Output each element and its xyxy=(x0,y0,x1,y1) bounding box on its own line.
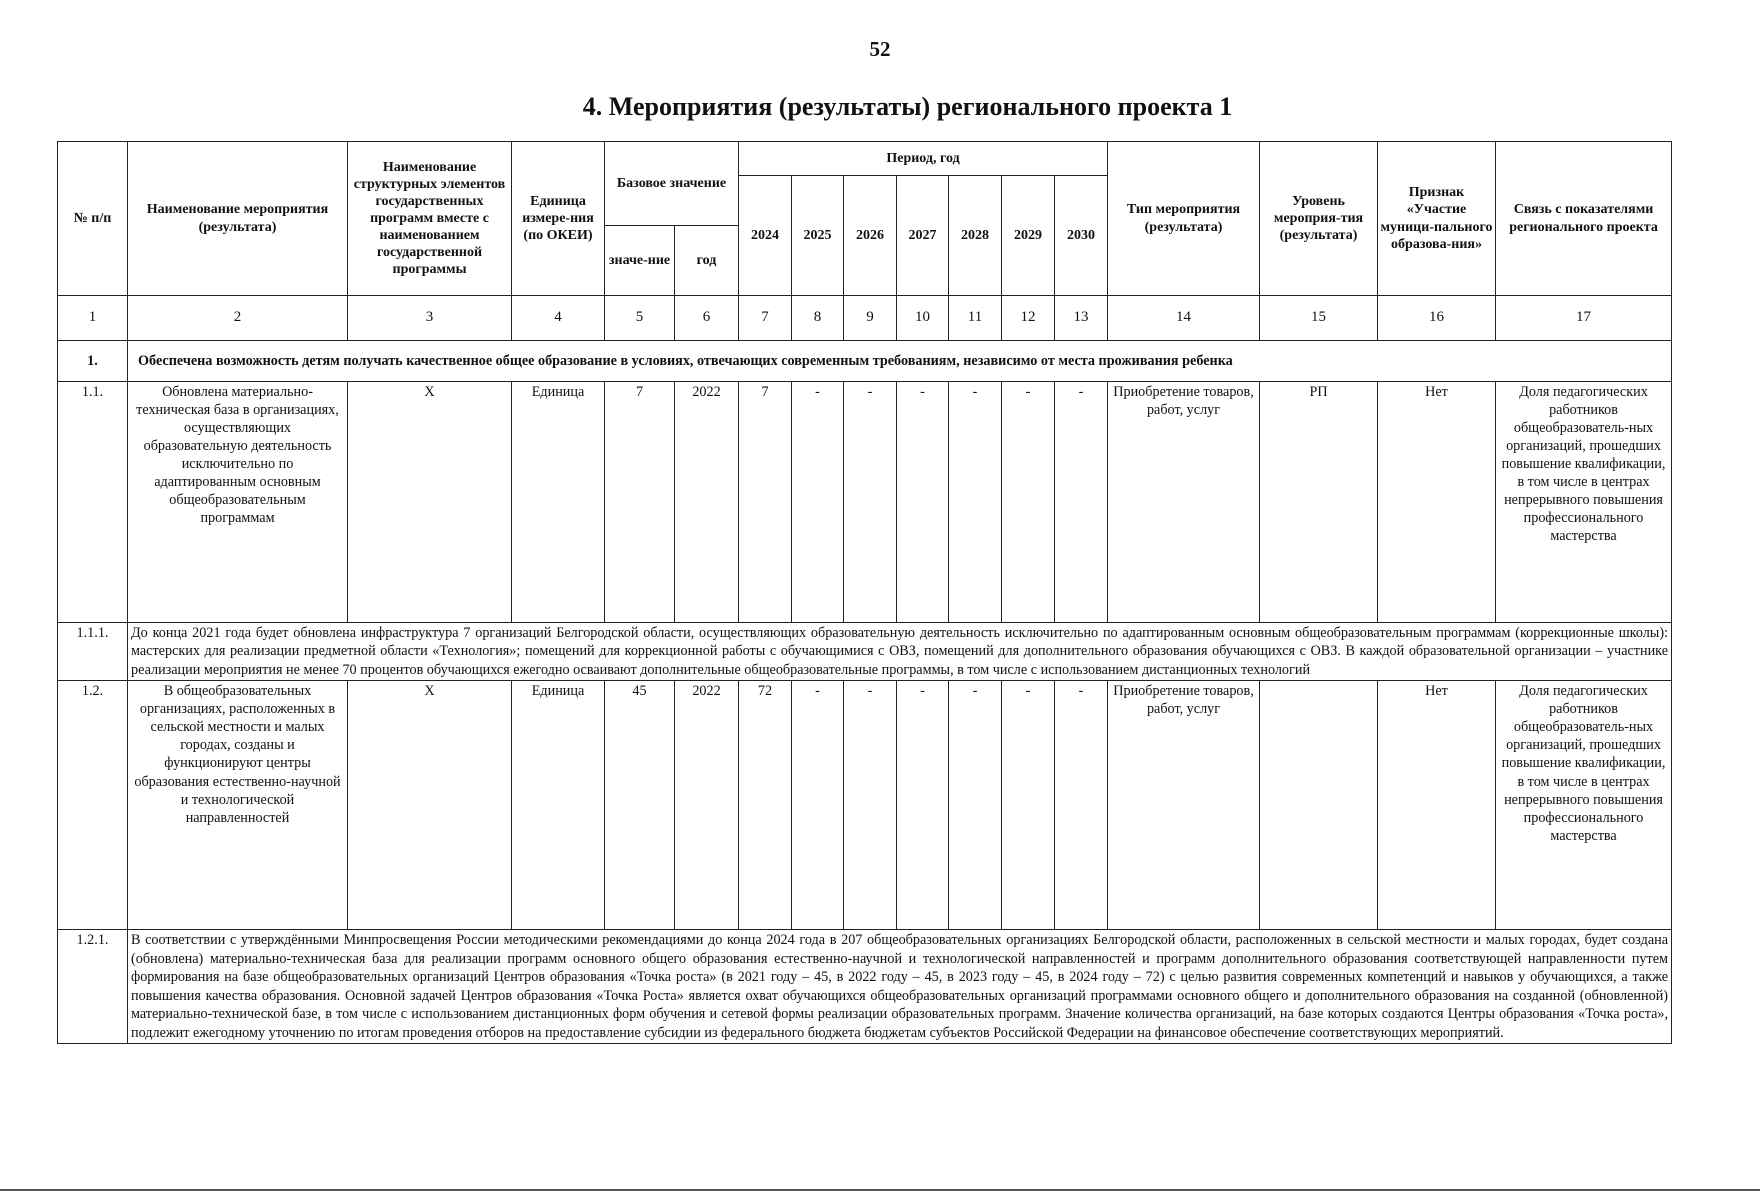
column-number: 6 xyxy=(675,296,739,341)
column-number: 3 xyxy=(348,296,512,341)
header-type: Тип мероприятия (результата) xyxy=(1108,142,1260,296)
header-base-year: год xyxy=(675,226,739,296)
column-number: 17 xyxy=(1496,296,1672,341)
row-base-value: 7 xyxy=(605,382,675,623)
row-year-value: - xyxy=(1002,681,1055,930)
row-year-value: - xyxy=(792,681,844,930)
header-year: 2024 xyxy=(739,176,792,296)
note-row xyxy=(58,623,1672,681)
row-municipal: Нет xyxy=(1378,681,1496,930)
row-year-value: - xyxy=(897,681,949,930)
header-unit: Единица измере-ния (по ОКЕИ) xyxy=(512,142,605,296)
column-number: 15 xyxy=(1260,296,1378,341)
header-year: 2027 xyxy=(897,176,949,296)
events-table xyxy=(57,141,1672,1044)
column-number: 13 xyxy=(1055,296,1108,341)
note-num: 1.2.1. xyxy=(58,930,128,1044)
column-numbers-row xyxy=(58,296,1672,341)
row-year-value: - xyxy=(949,382,1002,623)
row-year-value: - xyxy=(844,382,897,623)
row-level xyxy=(1260,681,1378,930)
row-year-value: - xyxy=(949,681,1002,930)
row-base-value: 45 xyxy=(605,681,675,930)
header-num: № п/п xyxy=(58,142,128,296)
header-period: Период, год xyxy=(739,142,1108,176)
header-base-value: значе-ние xyxy=(605,226,675,296)
document-title: 4. Мероприятия (результаты) регионального проекта 1 xyxy=(582,92,1233,121)
column-number: 9 xyxy=(844,296,897,341)
row-link: Доля педагогических работников общеобразователь-ных организаций, прошедших повышение квалификации, в том числе в центрах непрерывного повышения профессионального мастерства xyxy=(1496,681,1672,930)
row-year-value: - xyxy=(1055,681,1108,930)
column-number: 2 xyxy=(128,296,348,341)
header-link: Связь с показателями регионального проекта xyxy=(1496,142,1672,296)
row-year-value: - xyxy=(897,382,949,623)
row-unit: Единица xyxy=(512,681,605,930)
header-year: 2028 xyxy=(949,176,1002,296)
page-number: 52 xyxy=(869,37,891,61)
column-number: 10 xyxy=(897,296,949,341)
row-struct: Х xyxy=(348,382,512,623)
column-number: 4 xyxy=(512,296,605,341)
note-text: До конца 2021 года будет обновлена инфраструктура 7 организаций Белгородской области, осуществляющих образовательную деятельность исключительно по адаптированным основным общеобразовательным программам (коррекционные школы): мастерских для реализации предметной области «Технология»; помещений для коррекционной работы с обучающимися с ОВЗ, помещений для дополнительного образования обучающихся с ОВЗ. В каждой образовательной организации – участнике реализации мероприятия не менее 70 процентов обучающихся ежегодно осваивают дополнительные общеобразовательные программы, в том числе с использованием дистанционных технологий xyxy=(128,623,1672,681)
header-year: 2029 xyxy=(1002,176,1055,296)
row-num: 1.2. xyxy=(58,681,128,930)
note-text: В соответствии с утверждёнными Минпросвещения России методическими рекомендациями до конца 2024 года в 207 общеобразовательных организациях Белгородской области, расположенных в сельской местности и малых городах, будет создана (обновлена) материально-техническая база для реализации программ основного общего образования естественно-научной и технологической направленностей и программ дополнительного образования соответствующей направленности путем формирования на базе общеобразовательных организаций Центров образования «Точка роста» (в 2021 году – 45, в 2022 году – 45, в 2023 году – 45, в 2024 году – 72) с целью развития современных компетенций и навыков у обучающихся, а также повышения качества образования. Основной задачей Центров образования «Точка Роста» является охват обучающихся общеобразовательных организаций программами основного общего и дополнительного образования на созданной (обновленной) материально-технической базе, в том числе с использованием дистанционных форм обучения и сетевой формы реализации образовательных программ. Значение количества организаций, на базе которых создаются Центры образования «Точка роста», подлежит ежегодному уточнению по итогам проведения отборов на предоставление субсидии из федерального бюджета бюджетам субъектов Российской Федерации на финансовое обеспечение соответствующих мероприятий. xyxy=(128,930,1672,1044)
header-year: 2025 xyxy=(792,176,844,296)
row-year-value: - xyxy=(1002,382,1055,623)
row-year-value: - xyxy=(792,382,844,623)
header-year: 2030 xyxy=(1055,176,1108,296)
section-title: Обеспечена возможность детям получать качественное общее образование в условиях, отвечающих современным требованиям, независимо от места проживания ребенка xyxy=(128,341,1672,382)
note-num: 1.1.1. xyxy=(58,623,128,681)
column-number: 12 xyxy=(1002,296,1055,341)
row-year-value: - xyxy=(844,681,897,930)
section-num: 1. xyxy=(58,341,128,382)
header-struct: Наименование структурных элементов государственных программ вместе с наименованием государственной программы xyxy=(348,142,512,296)
column-number: 8 xyxy=(792,296,844,341)
row-base-year: 2022 xyxy=(675,382,739,623)
column-number: 16 xyxy=(1378,296,1496,341)
row-unit: Единица xyxy=(512,382,605,623)
row-num: 1.1. xyxy=(58,382,128,623)
row-type: Приобретение товаров, работ, услуг xyxy=(1108,382,1260,623)
row-level: РП xyxy=(1260,382,1378,623)
table-row xyxy=(58,382,1672,623)
note-row xyxy=(58,930,1672,1044)
column-number: 7 xyxy=(739,296,792,341)
row-name: Обновлена материально-техническая база в организациях, осуществляющих образовательную деятельность исключительно по адаптированным основным общеобразовательным программам xyxy=(128,382,348,623)
row-base-year: 2022 xyxy=(675,681,739,930)
column-number: 5 xyxy=(605,296,675,341)
column-number: 14 xyxy=(1108,296,1260,341)
page-bottom-border xyxy=(0,1189,1760,1191)
row-year-value: 72 xyxy=(739,681,792,930)
row-municipal: Нет xyxy=(1378,382,1496,623)
column-number: 1 xyxy=(58,296,128,341)
header-year: 2026 xyxy=(844,176,897,296)
table-row xyxy=(58,681,1672,930)
row-name: В общеобразовательных организациях, расположенных в сельской местности и малых городах, созданы и функционируют центры образования естественно-научной и технологической направленностей xyxy=(128,681,348,930)
header-municipal: Признак «Участие муници-пального образова-ния» xyxy=(1378,142,1496,296)
row-year-value: - xyxy=(1055,382,1108,623)
row-year-value: 7 xyxy=(739,382,792,623)
column-number: 11 xyxy=(949,296,1002,341)
header-base: Базовое значение xyxy=(605,142,739,226)
row-struct: Х xyxy=(348,681,512,930)
row-link: Доля педагогических работников общеобразователь-ных организаций, прошедших повышение квалификации, в том числе в центрах непрерывного повышения профессионального мастерства xyxy=(1496,382,1672,623)
header-level: Уровень мероприя-тия (результата) xyxy=(1260,142,1378,296)
row-type: Приобретение товаров, работ, услуг xyxy=(1108,681,1260,930)
section-row xyxy=(58,341,1672,382)
header-name: Наименование мероприятия (результата) xyxy=(128,142,348,296)
